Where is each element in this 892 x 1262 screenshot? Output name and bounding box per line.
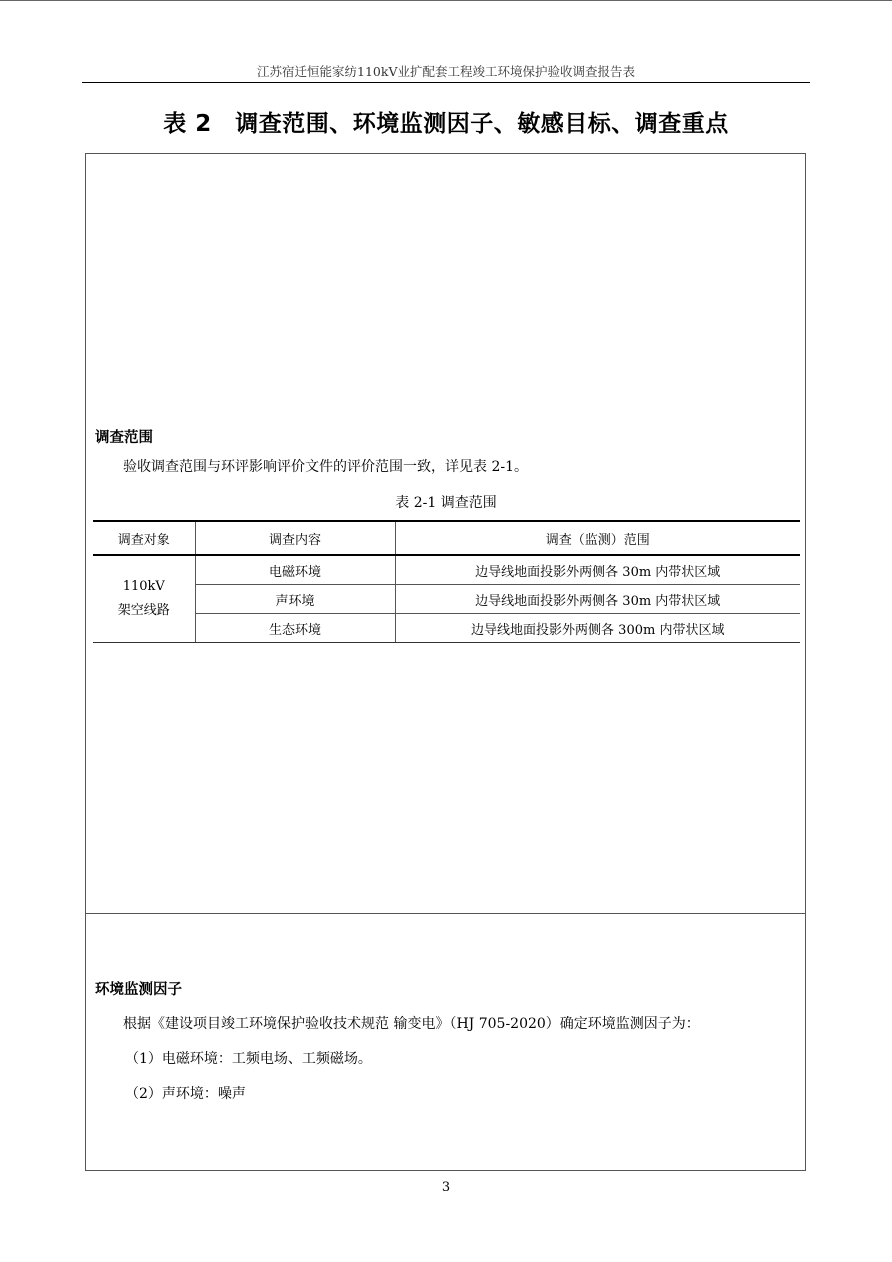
table-row bbox=[93, 614, 800, 643]
monitoring-heading: 环境监测因子 bbox=[95, 982, 182, 998]
header-survey-content: 调查内容 bbox=[195, 521, 395, 555]
survey-range-cell: 边导线地面投影外两侧各 30m 内带状区域 bbox=[395, 585, 800, 614]
page-number: 3 bbox=[441, 1180, 451, 1195]
monitoring-paragraph: 根据《建设项目竣工环境保护验收技术规范 输变电》（HJ 705-2020）确定环境监测因子为： bbox=[123, 1016, 700, 1032]
scope-paragraph: 验收调查范围与环评影响评价文件的评价范围一致，详见表 2-1。 bbox=[123, 459, 528, 475]
table-row bbox=[93, 555, 800, 585]
header-rule bbox=[82, 82, 810, 83]
monitoring-section-box bbox=[85, 913, 806, 1171]
header-survey-range: 调查（监测）范围 bbox=[395, 521, 800, 555]
monitoring-item-electromagnetic: （1）电磁环境：工频电场、工频磁场。 bbox=[125, 1051, 372, 1067]
scope-table bbox=[93, 520, 800, 643]
page-top-edge bbox=[0, 0, 892, 1]
section-title: 表 2 调查范围、环境监测因子、敏感目标、调查重点 bbox=[163, 111, 729, 137]
header-survey-object: 调查对象 bbox=[93, 521, 195, 555]
table-header-row bbox=[93, 521, 800, 555]
survey-object-cell bbox=[93, 555, 195, 643]
survey-content-cell: 生态环境 bbox=[195, 614, 395, 643]
table-row bbox=[93, 585, 800, 614]
survey-range-cell: 边导线地面投影外两侧各 30m 内带状区域 bbox=[395, 555, 800, 585]
monitoring-item-acoustic: （2）声环境：噪声 bbox=[125, 1086, 246, 1102]
survey-object-line2: 架空线路 bbox=[117, 603, 170, 618]
scope-heading: 调查范围 bbox=[95, 430, 153, 446]
survey-object-line1: 110kV bbox=[122, 579, 165, 594]
table-caption: 表 2-1 调查范围 bbox=[395, 495, 497, 511]
running-header: 江苏宿迁恒能家纺110kV业扩配套工程竣工环境保护验收调查报告表 bbox=[257, 64, 635, 79]
survey-content-cell: 声环境 bbox=[195, 585, 395, 614]
survey-range-cell: 边导线地面投影外两侧各 300m 内带状区域 bbox=[395, 614, 800, 643]
survey-content-cell: 电磁环境 bbox=[195, 555, 395, 585]
